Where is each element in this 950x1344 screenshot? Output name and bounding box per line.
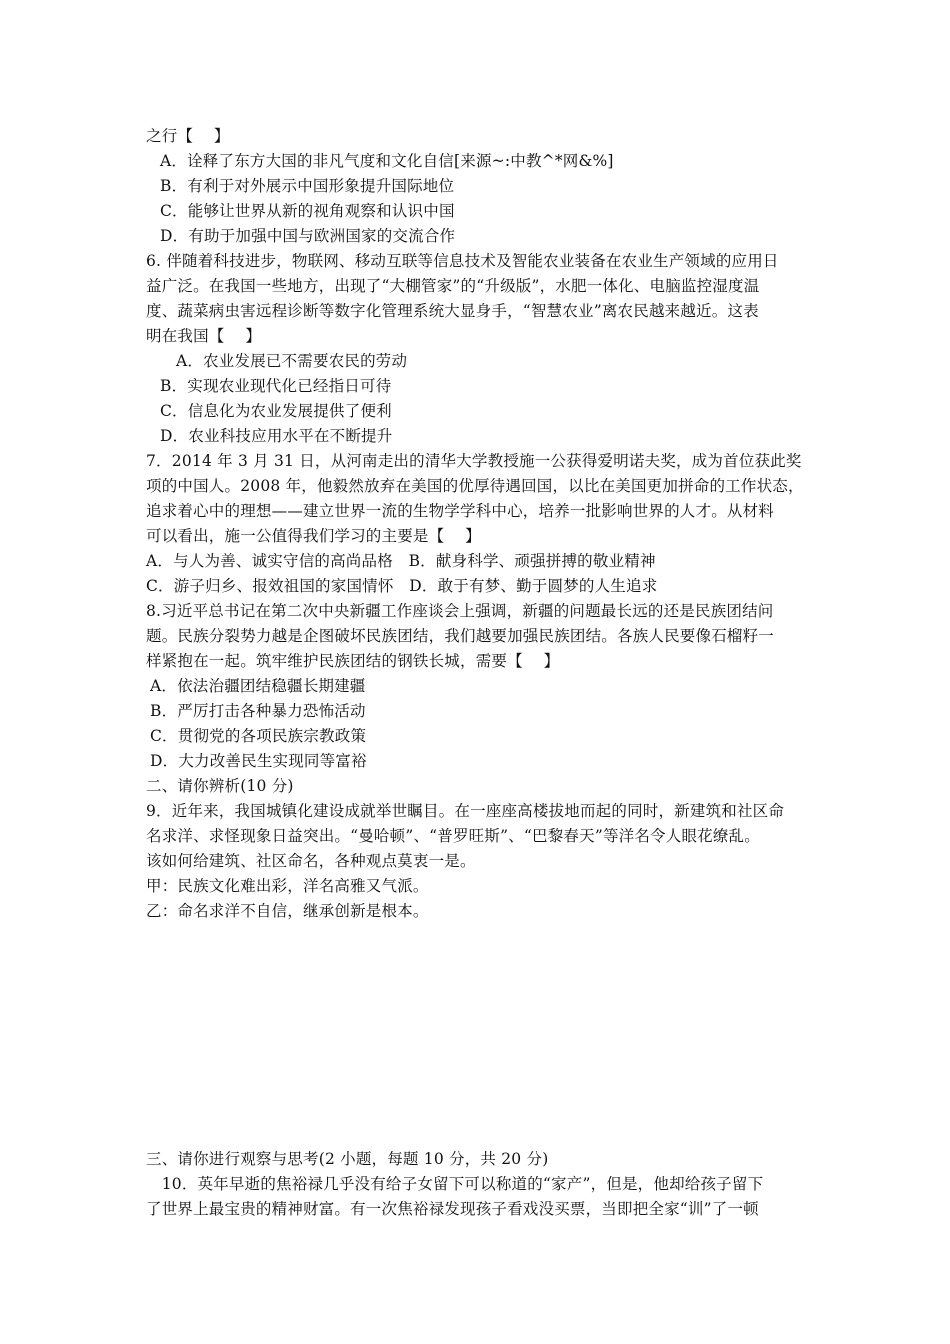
q8-option-a: A．依法治疆团结稳疆长期建疆 — [150, 677, 366, 695]
q6-option-a: A．农业发展已不需要农民的劳动 — [176, 352, 408, 370]
q7-stem-line-3: 追求着心中的理想——建立世界一流的生物学学科中心，培养一批影响世界的人才。从材料 — [146, 502, 775, 520]
q8-option-b: B．严厉打击各种暴力恐怖活动 — [150, 702, 366, 720]
q8-stem-line-1: 8.习近平总书记在第二次中央新疆工作座谈会上强调，新疆的问题最长远的还是民族团结问 — [146, 602, 774, 620]
q7-options-ab: A．与人为善、诚实守信的高尚品格 B．献身科学、顽强拼搏的敬业精神 — [146, 552, 656, 570]
q5-option-a: A．诠释了东方大国的非凡气度和文化自信[来源~:中教^*网&%] — [160, 152, 614, 170]
section-2-heading: 二、请你辨析(10 分) — [146, 777, 294, 795]
q6-stem-line-1: 6. 伴随着科技进步，物联网、移动互联等信息技术及智能农业装备在农业生产领域的应用日 — [146, 252, 779, 270]
q8-stem-line-3: 样紧抱在一起。筑牢维护民族团结的钢铁长城，需要【 】 — [146, 652, 560, 670]
q6-option-c: C．信息化为农业发展提供了便利 — [160, 402, 392, 420]
q6-stem-line-4: 明在我国【 】 — [146, 327, 262, 345]
q5-stem-end: 之行【 】 — [146, 127, 230, 145]
q8-option-c: C．贯彻党的各项民族宗教政策 — [150, 727, 367, 745]
q5-option-c: C．能够让世界从新的视角观察和认识中国 — [160, 202, 455, 220]
q7-stem-line-1: 7．2014 年 3 月 31 日，从河南走出的清华大学教授施一公获得爱明诺夫奖，成为首位获此奖 — [146, 452, 802, 470]
q9-stem-line-1: 9．近年来，我国城镇化建设成就举世瞩目。在一座座高楼拔地而起的同时，新建筑和社区命 — [146, 802, 785, 820]
section-3-heading: 三、请你进行观察与思考(2 小题，每题 10 分，共 20 分) — [146, 1150, 549, 1168]
q10-stem-line-1: 10．英年早逝的焦裕禄几乎没有给子女留下可以称道的“家产”，但是，他却给孩子留下 — [146, 1175, 764, 1193]
q6-stem-line-3: 度、蔬菜病虫害远程诊断等数字化管理系统大显身手，“智慧农业”离农民越来越近。这表 — [146, 302, 759, 320]
q9-stem-line-3: 该如何给建筑、社区命名，各种观点莫衷一是。 — [146, 852, 476, 870]
q5-option-b: B．有利于对外展示中国形象提升国际地位 — [160, 177, 455, 195]
q6-option-b: B．实现农业现代化已经指日可待 — [160, 377, 392, 395]
q6-option-d: D．农业科技应用水平在不断提升 — [160, 427, 393, 445]
q7-options-cd: C．游子归乡、报效祖国的家国情怀 D．敢于有梦、勤于圆梦的人生追求 — [146, 577, 658, 595]
q7-stem-line-2: 项的中国人。2008 年，他毅然放弃在美国的优厚待遇回国，以比在美国更加拼命的工作状态， — [146, 477, 804, 495]
q8-option-d: D．大力改善民生实现同等富裕 — [150, 752, 367, 770]
q9-view-yi: 乙：命名求洋不自信，继承创新是根本。 — [146, 902, 429, 920]
q9-stem-line-2: 名求洋、求怪现象日益突出。“曼哈顿”、“普罗旺斯”、“巴黎春天”等洋名令人眼花缭乱。 — [146, 827, 760, 845]
q7-stem-line-4: 可以看出，施一公值得我们学习的主要是【 】 — [146, 527, 481, 545]
q6-stem-line-2: 益广泛。在我国一些地方，出现了“大棚管家”的“升级版”，水肥一体化、电脑监控湿度温 — [146, 277, 760, 295]
q5-option-d: D．有助于加强中国与欧洲国家的交流合作 — [160, 227, 456, 245]
q10-stem-line-2: 了世界上最宝贵的精神财富。有一次焦裕禄发现孩子看戏没买票，当即把全家“训”了一顿 — [146, 1200, 759, 1218]
q8-stem-line-2: 题。民族分裂势力越是企图破坏民族团结，我们越要加强民族团结。各族人民要像石榴籽一 — [146, 627, 775, 645]
q9-view-jia: 甲：民族文化难出彩，洋名高雅又气派。 — [146, 877, 429, 895]
